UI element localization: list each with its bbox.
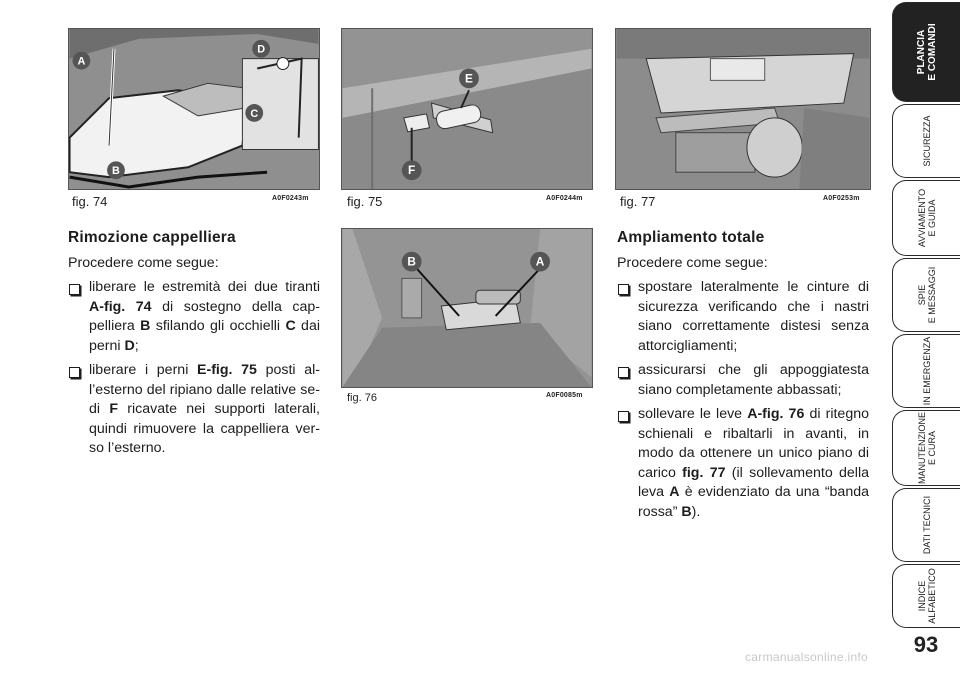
figure-75-image bbox=[341, 28, 593, 190]
chapter-tabs bbox=[892, 0, 960, 677]
tab-label: SICUREZZA bbox=[921, 115, 932, 167]
tab-label: INDICE ALFABETICO bbox=[916, 568, 937, 624]
tab-sicurezza[interactable] bbox=[892, 104, 960, 178]
figure-75-label: fig. 75 bbox=[347, 194, 383, 209]
callout-a: A bbox=[535, 254, 545, 269]
section-title: Ampliamento totale bbox=[617, 229, 765, 246]
tab-label: MANUTENZIONE E CURA bbox=[916, 412, 937, 484]
figure-75-code: A0F0244m bbox=[546, 195, 583, 202]
callout-a: A bbox=[77, 55, 86, 68]
callout-b: B bbox=[112, 165, 120, 178]
figure-75-illustration bbox=[342, 29, 592, 189]
tab-plancia-e-comandi[interactable] bbox=[892, 2, 960, 102]
intro-text: Procedere come segue: bbox=[68, 254, 219, 271]
figure-76-image bbox=[341, 228, 593, 388]
figure-76-code: A0F0085m bbox=[546, 392, 583, 399]
tab-in-emergenza[interactable] bbox=[892, 334, 960, 408]
section-title: Rimozione cappelliera bbox=[68, 229, 236, 246]
callout-b: B bbox=[407, 254, 416, 269]
watermark: carmanualsonline.info bbox=[745, 650, 869, 664]
instruction-item: sollevare le leve A-fig. 76 di ritegno schienali e ribaltarli in avanti, in modo da ottenere un unico piano di carico fig. 77 (il sollevamento della leva A è evidenziato da una “banda rossa” B). bbox=[617, 405, 869, 522]
checkbox-bullet-icon bbox=[618, 367, 629, 378]
checkbox-bullet-icon bbox=[618, 284, 629, 295]
figure-77-illustration bbox=[616, 29, 870, 189]
checkbox-bullet-icon bbox=[69, 284, 80, 295]
section-ampliamento-totale bbox=[617, 228, 869, 527]
tab-label: AVVIAMENTO E GUIDA bbox=[916, 188, 937, 248]
instruction-item: spostare lateralmente le cinture di sicurezza verificando che i nastri siano correttamente distesi senza attorcigliamenti; bbox=[617, 278, 869, 356]
figure-77-image bbox=[615, 28, 871, 190]
checkbox-bullet-icon bbox=[69, 367, 80, 378]
intro-text: Procedere come segue: bbox=[617, 254, 768, 271]
instruction-item: assicurarsi che gli appoggiatesta siano completamente abbassati; bbox=[617, 361, 869, 400]
tab-label: PLANCIA E COMANDI bbox=[915, 23, 938, 81]
callout-c: C bbox=[250, 107, 259, 120]
callout-f: F bbox=[408, 163, 416, 178]
figure-77-label: fig. 77 bbox=[620, 194, 656, 209]
instruction-item: liberare i perni E-fig. 75 posti all’esterno del ripiano dalle relative sedi F ricavate nei supporti laterali, quindi rimuovere la cappelliera verso l’esterno. bbox=[68, 361, 320, 459]
tab-indice-alfabetico[interactable] bbox=[892, 564, 960, 628]
section-rimozione-cappelliera bbox=[68, 228, 320, 464]
instruction-item: liberare le estremità dei due tiranti A-fig. 74 di sostegno della cappelliera B sfilando gli occhielli C dai perni D; bbox=[68, 278, 320, 356]
figure-74-code: A0F0243m bbox=[272, 195, 309, 202]
callout-d: D bbox=[257, 43, 266, 56]
figure-77-code: A0F0253m bbox=[823, 195, 860, 202]
figure-74-image bbox=[68, 28, 320, 190]
tab-manutenzione-e-cura[interactable] bbox=[892, 410, 960, 486]
figure-76-label: fig. 76 bbox=[347, 392, 377, 404]
figure-74-label: fig. 74 bbox=[72, 194, 108, 209]
figure-76-illustration bbox=[342, 229, 592, 387]
tab-label: DATI TECNICI bbox=[921, 495, 932, 555]
tab-avviamento-e-guida[interactable] bbox=[892, 180, 960, 256]
tab-spie-e-messaggi[interactable] bbox=[892, 258, 960, 332]
tab-dati-tecnici[interactable] bbox=[892, 488, 960, 562]
page-number: 93 bbox=[913, 632, 939, 657]
checkbox-bullet-icon bbox=[618, 411, 629, 422]
callout-e: E bbox=[465, 71, 473, 86]
figure-74-illustration bbox=[69, 29, 319, 189]
tab-label: SPIE E MESSAGGI bbox=[916, 266, 937, 324]
tab-label: IN EMERGENZA bbox=[921, 336, 932, 406]
